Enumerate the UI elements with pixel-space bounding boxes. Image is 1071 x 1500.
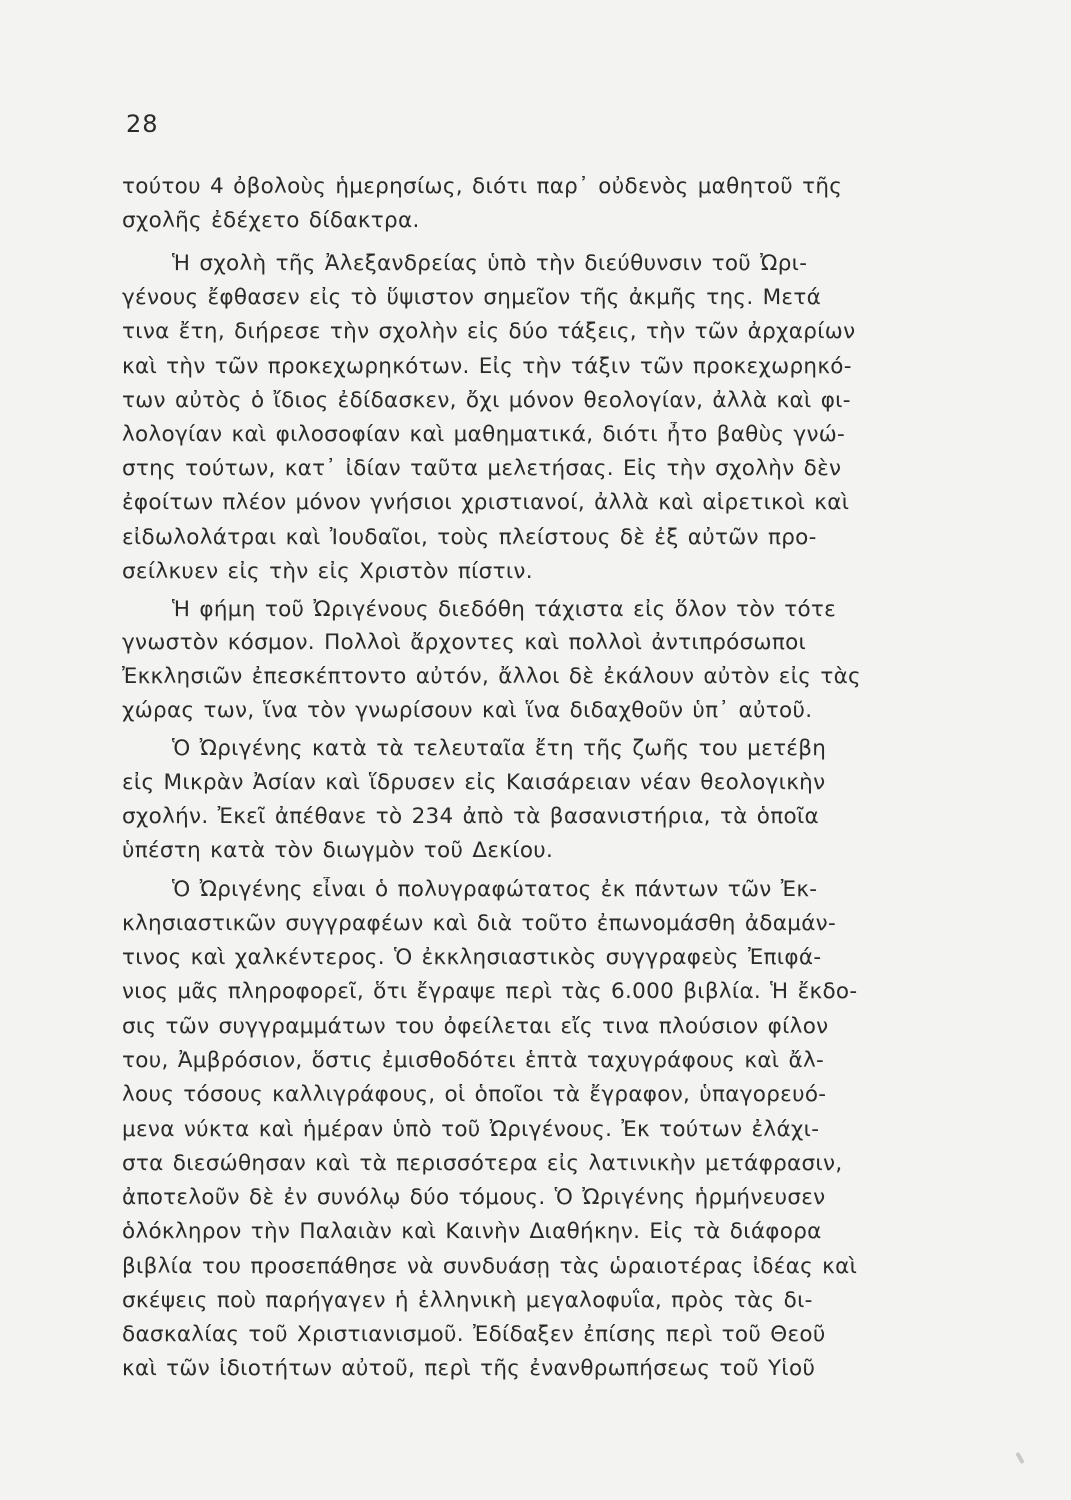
text-line: εἰδωλολάτραι καὶ Ἰουδαῖοι, τοὺς πλείστους δὲ ἐξ αὐτῶν προ- [122,525,817,550]
text-line: τούτου 4 ὀβολοὺς ἡμερησίως, διότι παρ᾽ οὐδενὸς μαθητοῦ τῆς [122,174,843,199]
text-line: ὑπέστη κατὰ τὸν διωγμὸν τοῦ Δεκίου. [122,838,554,863]
text-line: δασκαλίας τοῦ Χριστιανισμοῦ. Ἐδίδαξεν ἐπίσης περὶ τοῦ Θεοῦ [122,1322,826,1347]
text-line: του, Ἀμβρόσιον, ὅστις ἐμισθοδότει ἑπτὰ ταχυγράφους καὶ ἄλ- [122,1048,825,1073]
text-line: σκέψεις ποὺ παρήγαγεν ἡ ἑλληνικὴ μεγαλοφυΐα, πρὸς τὰς δι- [122,1288,813,1313]
text-line: ἐφοίτων πλέον μόνον γνήσιοι χριστιανοί, ἀλλὰ καὶ αἱρετικοὶ καὶ [122,490,850,515]
paragraph-start-line: Ὁ Ὠριγένης κατὰ τὰ τελευταῖα ἔτη τῆς ζωῆς του μετέβη [172,736,827,761]
text-line: σις τῶν συγγραμμάτων του ὀφείλεται εἴς τινα πλούσιον φίλον [122,1014,829,1039]
text-line: μενα νύκτα καὶ ἡμέραν ὑπὸ τοῦ Ὠριγένους. Ἐκ τούτων ἐλάχι- [122,1117,820,1142]
text-line: τινα ἔτη, διήρεσε τὴν σχολὴν εἰς δύο τάξεις, τὴν τῶν ἀρχαρίων [122,319,856,344]
text-line: στα διεσώθησαν καὶ τὰ περισσότερα εἰς λατινικὴν μετάφρασιν, [122,1151,843,1176]
text-line: ἀποτελοῦν δὲ ἐν συνόλῳ δύο τόμους. Ὁ Ὠριγένης ἡρμήνευσεν [122,1185,826,1210]
text-line: στης τούτων, κατ᾽ ἰδίαν ταῦτα μελετήσας. Εἰς τὴν σχολὴν δὲν [122,456,842,481]
text-line: εἰς Μικρὰν Ἀσίαν καὶ ἵδρυσεν εἰς Καισάρειαν νέαν θεολογικὴν [122,770,826,795]
text-line: καὶ τὴν τῶν προκεχωρηκότων. Εἰς τὴν τάξιν τῶν προκεχωρηκό- [122,354,852,379]
text-line: σχολῆς ἐδέχετο δίδακτρα. [122,208,420,233]
text-line: γνωστὸν κόσμον. Πολλοὶ ἄρχοντες καὶ πολλοὶ ἀντιπρόσωποι [122,630,807,655]
paragraph-start-line: Ὁ Ὠριγένης εἶναι ὁ πολυγραφώτατος ἐκ πάντων τῶν Ἐκ- [172,877,818,902]
text-line: των αὐτὸς ὁ ἴδιος ἐδίδασκεν, ὄχι μόνον θεολογίαν, ἀλλὰ καὶ φι- [122,388,851,413]
print-speck [1015,1452,1024,1464]
text-line: καὶ τῶν ἰδιοτήτων αὐτοῦ, περὶ τῆς ἐνανθρωπήσεως τοῦ Υἱοῦ [122,1356,816,1381]
paragraph-start-line: Ἡ σχολὴ τῆς Ἀλεξανδρείας ὑπὸ τὴν διεύθυνσιν τοῦ Ὠρι- [172,251,808,276]
text-line: ὁλόκληρον τὴν Παλαιὰν καὶ Καινὴν Διαθήκην. Εἰς τὰ διάφορα [122,1219,822,1244]
text-line: βιβλία του προσεπάθησε νὰ συνδυάσῃ τὰς ὡραιοτέρας ἰδέας καὶ [122,1254,858,1279]
text-line: χώρας των, ἵνα τὸν γνωρίσουν καὶ ἵνα διδαχθοῦν ὑπ᾽ αὐτοῦ. [122,698,813,723]
text-line: κλησιαστικῶν συγγραφέων καὶ διὰ τοῦτο ἐπωνομάσθη ἀδαμάν- [122,911,837,936]
paragraph-start-line: Ἡ φήμη τοῦ Ὠριγένους διεδόθη τάχιστα εἰς ὅλον τὸν τότε [172,597,837,622]
page-number: 28 [126,110,159,138]
text-line: γένους ἔφθασεν εἰς τὸ ὕψιστον σημεῖον τῆς ἀκμῆς της. Μετά [122,285,822,310]
text-line: νιος μᾶς πληροφορεῖ, ὅτι ἔγραψε περὶ τὰς 6.000 βιβλία. Ἡ ἔκδο- [122,979,858,1004]
text-line: σχολήν. Ἐκεῖ ἀπέθανε τὸ 234 ἀπὸ τὰ βασανιστήρια, τὰ ὁποῖα [122,804,819,829]
text-line: λολογίαν καὶ φιλοσοφίαν καὶ μαθηματικά, διότι ἦτο βαθὺς γνώ- [122,422,846,447]
text-line: τινος καὶ χαλκέντερος. Ὁ ἐκκλησιαστικὸς συγγραφεὺς Ἐπιφά- [122,945,822,970]
text-line: σείλκυεν εἰς τὴν εἰς Χριστὸν πίστιν. [122,559,533,584]
text-line: λους τόσους καλλιγράφους, οἱ ὁποῖοι τὰ ἔγραφον, ὑπαγορευό- [122,1082,827,1107]
text-line: Ἐκκλησιῶν ἐπεσκέπτοντο αὐτόν, ἄλλοι δὲ ἐκάλουν αὐτὸν εἰς τὰς [122,664,861,689]
